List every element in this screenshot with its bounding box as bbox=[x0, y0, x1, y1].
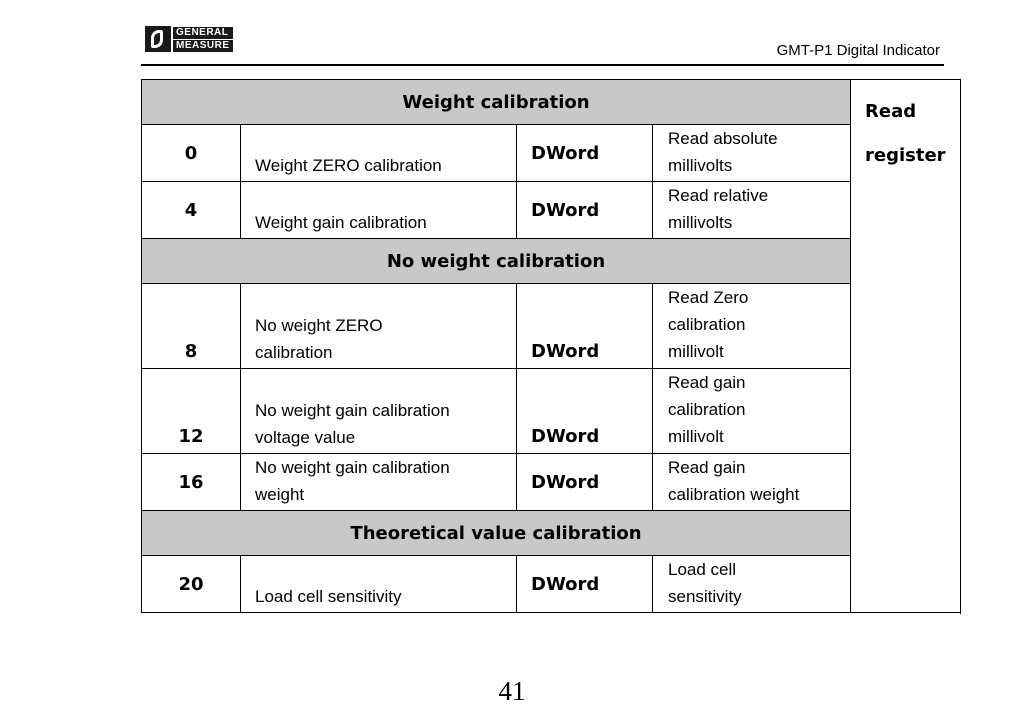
description-line: millivolts bbox=[668, 213, 733, 232]
register-name-line: Weight ZERO calibration bbox=[255, 156, 442, 175]
register-address: 16 bbox=[142, 454, 241, 511]
register-name-line: Weight gain calibration bbox=[255, 213, 427, 232]
register-description bbox=[653, 454, 851, 511]
register-type: DWord bbox=[517, 556, 653, 613]
register-name-line: No weight ZERO bbox=[255, 316, 383, 335]
company-logo bbox=[145, 26, 247, 52]
section-header: No weight calibration bbox=[142, 239, 851, 284]
description-line: millivolts bbox=[668, 156, 733, 175]
description-line: Read gain bbox=[668, 373, 746, 392]
register-description bbox=[653, 284, 851, 369]
logo-line-1: GENERAL bbox=[173, 27, 233, 39]
section-header: Theoretical value calibration bbox=[142, 511, 851, 556]
table-row bbox=[142, 556, 961, 613]
header-divider bbox=[141, 64, 944, 66]
register-name-line: calibration bbox=[255, 343, 333, 362]
table-row bbox=[142, 369, 961, 454]
register-address: 4 bbox=[142, 182, 241, 239]
read-register-line: Read bbox=[865, 101, 917, 122]
register-address: 0 bbox=[142, 125, 241, 182]
document-title: GMT-P1 Digital Indicator bbox=[776, 42, 940, 59]
register-name bbox=[241, 182, 517, 239]
read-register-line: register bbox=[865, 145, 946, 166]
register-name-line: voltage value bbox=[255, 428, 356, 447]
description-line: calibration bbox=[668, 400, 746, 419]
description-line: millivolt bbox=[668, 427, 724, 446]
register-name bbox=[241, 369, 517, 454]
register-description bbox=[653, 556, 851, 613]
description-line: Read relative bbox=[668, 186, 769, 205]
register-name bbox=[241, 284, 517, 369]
table-row bbox=[142, 125, 961, 182]
register-name bbox=[241, 454, 517, 511]
description-line: Read absolute bbox=[668, 129, 778, 148]
register-name-line: Load cell sensitivity bbox=[255, 587, 402, 606]
register-description bbox=[653, 125, 851, 182]
section-header: Weight calibration bbox=[142, 80, 851, 125]
register-type: DWord bbox=[517, 369, 653, 454]
register-address: 20 bbox=[142, 556, 241, 613]
register-name bbox=[241, 125, 517, 182]
register-description bbox=[653, 182, 851, 239]
register-name-line: weight bbox=[255, 485, 305, 504]
table-row bbox=[142, 454, 961, 511]
page-number: 41 bbox=[498, 676, 526, 706]
table-row bbox=[142, 182, 961, 239]
register-type: DWord bbox=[517, 182, 653, 239]
description-line: calibration weight bbox=[668, 485, 800, 504]
read-register-header bbox=[851, 80, 961, 613]
logo-mark-icon bbox=[145, 26, 171, 52]
register-type: DWord bbox=[517, 125, 653, 182]
register-name bbox=[241, 556, 517, 613]
description-line: Load cell bbox=[668, 560, 737, 579]
register-name-line: No weight gain calibration bbox=[255, 458, 450, 477]
table-row bbox=[142, 284, 961, 369]
description-line: millivolt bbox=[668, 342, 724, 361]
description-line: Read Zero bbox=[668, 288, 749, 307]
register-address: 8 bbox=[142, 284, 241, 369]
register-address: 12 bbox=[142, 369, 241, 454]
description-line: sensitivity bbox=[668, 587, 742, 606]
description-line: calibration bbox=[668, 315, 746, 334]
register-type: DWord bbox=[517, 284, 653, 369]
register-name-line: No weight gain calibration bbox=[255, 401, 450, 420]
register-type: DWord bbox=[517, 454, 653, 511]
register-table bbox=[141, 79, 961, 613]
logo-text bbox=[173, 27, 233, 52]
register-description bbox=[653, 369, 851, 454]
description-line: Read gain bbox=[668, 458, 746, 477]
logo-line-2: MEASURE bbox=[173, 40, 233, 52]
